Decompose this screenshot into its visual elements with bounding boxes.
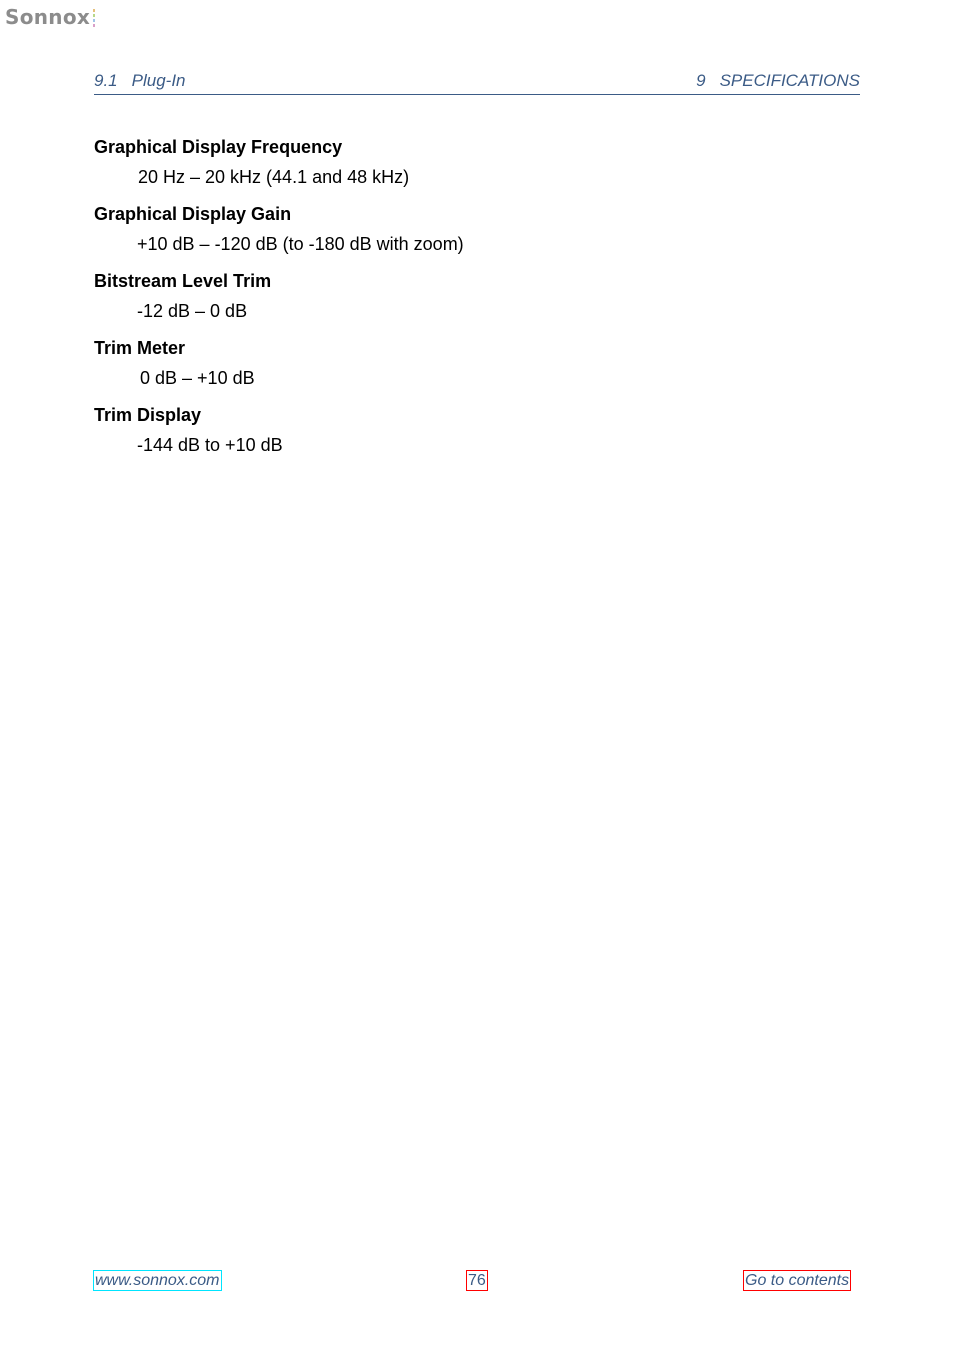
spec-item — [94, 402, 860, 458]
spec-name: Graphical Display Gain — [94, 204, 292, 224]
logo-dots-icon — [93, 9, 95, 27]
spec-name: Bitstream Level Trim — [94, 271, 272, 291]
spec-value: -12 dB – 0 dB — [137, 301, 248, 321]
logo-dot — [93, 24, 95, 27]
chapter-title: SPECIFICATIONS — [719, 71, 860, 90]
spec-value: +10 dB – -120 dB (to -180 dB with zoom) — [137, 234, 464, 254]
logo-dot — [93, 9, 95, 12]
spec-item — [94, 335, 860, 391]
website-link[interactable]: www.sonnox.com — [95, 1272, 220, 1289]
spec-value: -144 dB to +10 dB — [137, 435, 283, 455]
header-chapter — [696, 71, 860, 91]
logo-dot — [93, 19, 95, 22]
go-to-contents-link[interactable]: Go to contents — [745, 1272, 850, 1289]
spec-name: Graphical Display Frequency — [94, 137, 343, 157]
logo-dot — [93, 14, 95, 17]
spec-value: 20 Hz – 20 kHz (44.1 and 48 kHz) — [138, 167, 410, 187]
section-title: Plug-In — [131, 71, 186, 90]
logo-text: Sonnox — [5, 5, 91, 29]
spec-item — [94, 201, 860, 257]
spec-item — [94, 134, 860, 190]
chapter-number: 9 — [696, 71, 706, 90]
spec-name: Trim Meter — [94, 338, 186, 358]
spec-list — [94, 134, 860, 469]
section-number: 9.1 — [94, 71, 118, 90]
running-header — [94, 70, 860, 95]
header-section — [94, 71, 186, 91]
spec-name: Trim Display — [94, 405, 202, 425]
spec-value: 0 dB – +10 dB — [140, 368, 255, 388]
sonnox-logo — [5, 5, 95, 29]
spec-item — [94, 268, 860, 324]
page-number-link[interactable]: 76 — [468, 1272, 486, 1289]
